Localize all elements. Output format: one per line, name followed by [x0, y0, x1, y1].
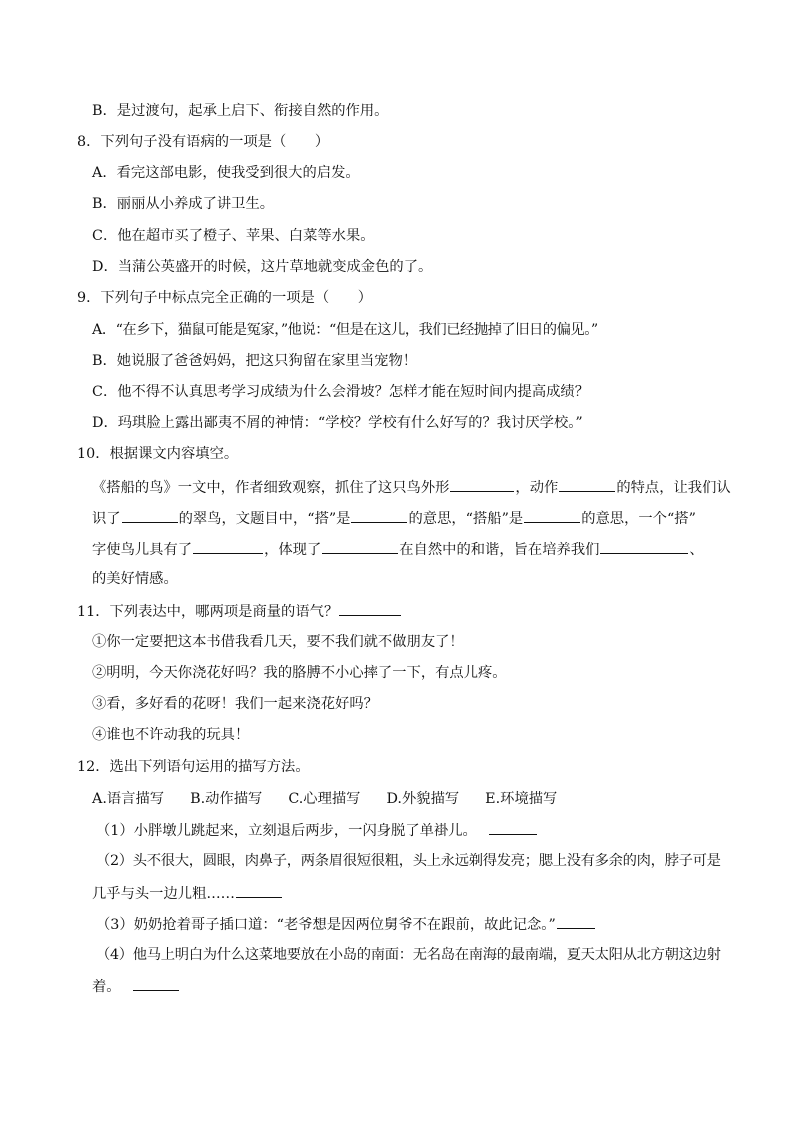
q12-sentence-2-cont	[92, 883, 283, 904]
q11-item-4: ④谁也不许动我的玩具！	[92, 727, 250, 743]
q10-line-1	[92, 477, 731, 498]
q8-stem: 8．下列句子没有语病的一项是（ ）	[77, 134, 330, 150]
q8-option-b: B．丽丽从小养成了讲卫生。	[92, 196, 275, 212]
q12-option: D.外貌描写	[386, 791, 460, 807]
q12-sentence-1	[96, 820, 538, 841]
answer-blank[interactable]	[122, 508, 178, 523]
q12-text: （3）奶奶抢着哥子插口道：“老爷想是因两位舅爷不在跟前，故此记念。”	[96, 917, 556, 933]
q10-text: 在自然中的和谐，旨在培养我们	[399, 542, 600, 558]
q9-option-c: C．他不得不认真思考学习成绩为什么会滑坡？怎样才能在短时间内提高成绩？	[92, 384, 590, 400]
q12-option: B.动作描写	[190, 791, 263, 807]
q10-text: 的意思，一个“搭”	[581, 511, 696, 527]
q8-option-a: A．看完这部电影，使我受到很大的启发。	[92, 165, 360, 181]
q11-item-3: ③看，多好看的花呀！我们一起来浇花好吗？	[92, 696, 378, 712]
q10-text: 的特点，让我们认	[616, 480, 731, 496]
answer-blank[interactable]	[322, 539, 398, 554]
answer-blank[interactable]	[559, 477, 615, 492]
q12-text: 几乎与头一边儿粗……	[92, 886, 235, 902]
q12-text: 着。	[92, 979, 121, 995]
answer-blank[interactable]	[351, 508, 407, 523]
q12-stem: 12．选出下列语句运用的描写方法。	[77, 759, 310, 775]
q8-option-c: C．他在超市买了橙子、苹果、白菜等水果。	[92, 228, 375, 244]
answer-blank[interactable]	[524, 508, 580, 523]
q9-option-d: D．玛琪脸上露出鄙夷不屑的神情：“学校？学校有什么好写的？我讨厌学校。”	[92, 415, 583, 431]
q10-stem: 10．根据课文内容填空。	[77, 446, 239, 462]
answer-blank[interactable]	[339, 601, 401, 616]
q11-item-2: ②明明，今天你浇花好吗？我的胳膊不小心摔了一下，有点儿疼。	[92, 665, 507, 681]
q12-sentence-4: （4）他马上明白为什么这菜地要放在小岛的南面：无名岛在南海的最南端，夏天太阳从北方朝这边射	[96, 947, 721, 963]
q12-sentence-2: （2）头不很大，圆眼，肉鼻子，两条眉很短很粗，头上永远剃得发亮；腮上没有多余的肉，脖子可是	[96, 853, 721, 869]
q12-option: A.语言描写	[92, 791, 165, 807]
q12-options	[92, 789, 583, 809]
answer-blank[interactable]	[236, 883, 282, 898]
answer-blank[interactable]	[133, 976, 179, 991]
q10-text: 的意思，“搭船”是	[408, 511, 524, 527]
q10-line-4: 的美好情感。	[92, 571, 178, 587]
q10-text: 、	[689, 542, 704, 558]
q11-stem	[77, 601, 402, 622]
q12-sentence-3	[96, 914, 596, 935]
q10-text: 的翠鸟，文题目中，“搭”是	[178, 511, 351, 527]
q10-text: 字使鸟儿具有了	[92, 542, 193, 558]
q8-option-d: D．当蒲公英盛开的时候，这片草地就变成金色的了。	[92, 259, 433, 275]
answer-blank[interactable]	[193, 539, 263, 554]
q11-item-1: ①你一定要把这本书借我看几天，要不我们就不做朋友了！	[92, 634, 464, 650]
q12-option: C.心理描写	[288, 791, 361, 807]
q9-option-b: B．她说服了爸爸妈妈，把这只狗留在家里当宠物！	[92, 353, 418, 369]
q12-option: E.环境描写	[485, 791, 558, 807]
answer-blank[interactable]	[489, 820, 537, 835]
q10-text: 《搭船的鸟》一文中，作者细致观察，抓住了这只鸟外形	[92, 480, 450, 496]
q10-line-2	[92, 508, 696, 529]
answer-blank[interactable]	[557, 914, 595, 929]
q10-text: 识了	[92, 511, 121, 527]
q7-option-b: B．是过渡句，起承上启下、衔接自然的作用。	[92, 103, 389, 119]
q10-text: ，动作	[515, 480, 559, 496]
q12-sentence-4-cont	[92, 976, 180, 997]
q10-line-3	[92, 539, 704, 560]
q11-stem-text: 11．下列表达中，哪两项是商量的语气？	[77, 604, 339, 620]
answer-blank[interactable]	[450, 477, 514, 492]
q9-stem: 9．下列句子中标点完全正确的一项是（ ）	[77, 290, 373, 306]
q10-text: ，体现了	[264, 542, 322, 558]
answer-blank[interactable]	[600, 539, 688, 554]
q12-text: （1）小胖墩儿跳起来，立刻退后两步，一闪身脱了单褂儿。	[96, 823, 477, 839]
q9-option-a: A．“在乡下，猫鼠可能是冤家，”他说：“但是在这儿，我们已经抛掉了旧日的偏见。”	[92, 322, 598, 338]
